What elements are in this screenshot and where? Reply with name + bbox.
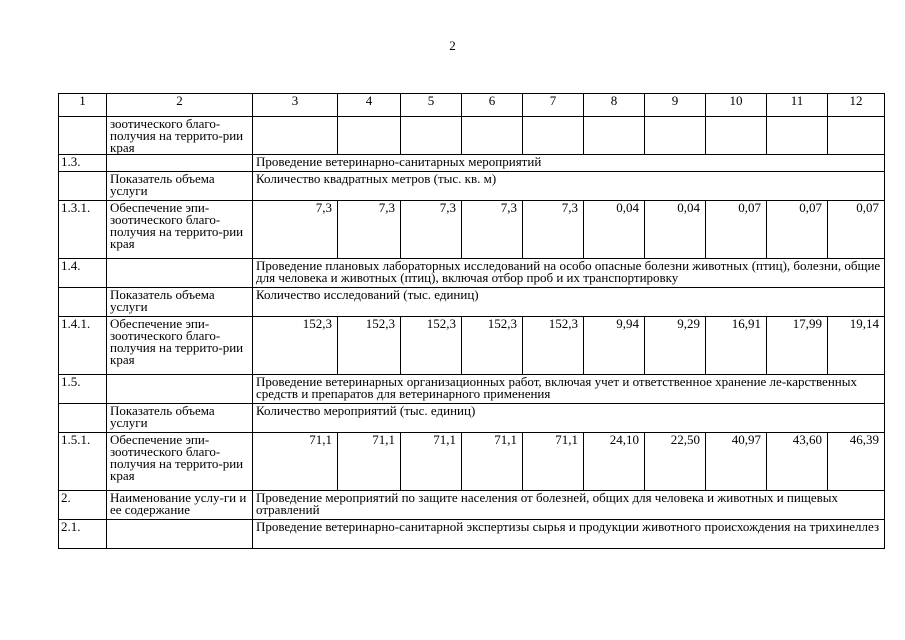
value-cell: 24,10 bbox=[584, 433, 645, 491]
value-cell: 0,07 bbox=[706, 201, 767, 259]
row-number: 1.5. bbox=[59, 375, 107, 404]
value-cell: 7,3 bbox=[462, 201, 523, 259]
row-description: Обеспечение эпи-зоотического благо-получия на террито-рии края bbox=[107, 317, 253, 375]
row-description: зоотического благо-получия на террито-рии края bbox=[107, 117, 253, 155]
value-cell: 7,3 bbox=[523, 201, 584, 259]
row-number: 1.4.1. bbox=[59, 317, 107, 375]
table-row bbox=[59, 155, 885, 172]
value-cell: 17,99 bbox=[767, 317, 828, 375]
column-header: 12 bbox=[828, 94, 885, 117]
row-number: 1.3.1. bbox=[59, 201, 107, 259]
table-row bbox=[59, 317, 885, 375]
row-text: Количество квадратных метров (тыс. кв. м) bbox=[253, 172, 885, 201]
value-cell: 22,50 bbox=[645, 433, 706, 491]
row-number: 2.1. bbox=[59, 520, 107, 549]
value-cell: 9,29 bbox=[645, 317, 706, 375]
value-cell: 71,1 bbox=[401, 433, 462, 491]
row-description: Показатель объема услуги bbox=[107, 172, 253, 201]
column-header: 3 bbox=[253, 94, 338, 117]
table-row bbox=[59, 404, 885, 433]
value-cell: 40,97 bbox=[706, 433, 767, 491]
row-number: 2. bbox=[59, 491, 107, 520]
value-cell: 152,3 bbox=[253, 317, 338, 375]
row-text: Проведение ветеринарных организационных работ, включая учет и ответственное хранение ле-карственных средств и препаратов для ветеринарного применения bbox=[253, 375, 885, 404]
value-cell: 16,91 bbox=[706, 317, 767, 375]
row-description: Показатель объема услуги bbox=[107, 288, 253, 317]
value-cell: 0,04 bbox=[645, 201, 706, 259]
table-row bbox=[59, 259, 885, 288]
value-cell: 0,04 bbox=[584, 201, 645, 259]
column-header: 1 bbox=[59, 94, 107, 117]
column-header: 2 bbox=[107, 94, 253, 117]
page-number: 2 bbox=[449, 38, 456, 53]
row-description: Обеспечение эпи-зоотического благо-получия на террито-рии края bbox=[107, 201, 253, 259]
row-text: Проведение мероприятий по защите населения от болезней, общих для человека и животных и пищевых отравлений bbox=[253, 491, 885, 520]
column-header: 9 bbox=[645, 94, 706, 117]
value-cell: 152,3 bbox=[523, 317, 584, 375]
table-header-row bbox=[59, 94, 885, 117]
row-text: Проведение ветеринарно-санитарных мероприятий bbox=[253, 155, 885, 172]
row-number bbox=[59, 117, 107, 155]
row-number: 1.5.1. bbox=[59, 433, 107, 491]
value-cell: 152,3 bbox=[462, 317, 523, 375]
value-cell: 9,94 bbox=[584, 317, 645, 375]
value-cell: 71,1 bbox=[338, 433, 401, 491]
column-header: 7 bbox=[523, 94, 584, 117]
row-description: Показатель объема услуги bbox=[107, 404, 253, 433]
table-row bbox=[59, 172, 885, 201]
table-row bbox=[59, 117, 885, 155]
column-header: 10 bbox=[706, 94, 767, 117]
table-row bbox=[59, 520, 885, 549]
value-cell: 7,3 bbox=[401, 201, 462, 259]
row-text: Количество исследований (тыс. единиц) bbox=[253, 288, 885, 317]
row-text: Количество мероприятий (тыс. единиц) bbox=[253, 404, 885, 433]
table-row bbox=[59, 433, 885, 491]
table-row bbox=[59, 288, 885, 317]
row-text: Проведение ветеринарно-санитарной экспертизы сырья и продукции животного происхождения на трихинеллез bbox=[253, 520, 885, 549]
column-header: 11 bbox=[767, 94, 828, 117]
value-cell: 7,3 bbox=[253, 201, 338, 259]
indicator-table bbox=[58, 93, 885, 549]
row-text: Проведение плановых лабораторных исследований на особо опасные болезни животных (птиц), болезни, общие для человека и животных (птиц), включая отбор проб и их транспортировку bbox=[253, 259, 885, 288]
value-cell: 71,1 bbox=[523, 433, 584, 491]
value-cell: 0,07 bbox=[767, 201, 828, 259]
row-description: Обеспечение эпи-зоотического благо-получия на террито-рии края bbox=[107, 433, 253, 491]
table-row bbox=[59, 201, 885, 259]
value-cell: 71,1 bbox=[462, 433, 523, 491]
value-cell: 152,3 bbox=[338, 317, 401, 375]
column-header: 4 bbox=[338, 94, 401, 117]
column-header: 8 bbox=[584, 94, 645, 117]
value-cell: 0,07 bbox=[828, 201, 885, 259]
column-header: 6 bbox=[462, 94, 523, 117]
row-number: 1.3. bbox=[59, 155, 107, 172]
column-header: 5 bbox=[401, 94, 462, 117]
value-cell: 7,3 bbox=[338, 201, 401, 259]
table-row bbox=[59, 375, 885, 404]
table-row bbox=[59, 491, 885, 520]
value-cell: 152,3 bbox=[401, 317, 462, 375]
row-description: Наименование услу-ги и ее содержание bbox=[107, 491, 253, 520]
value-cell: 71,1 bbox=[253, 433, 338, 491]
value-cell: 19,14 bbox=[828, 317, 885, 375]
value-cell: 46,39 bbox=[828, 433, 885, 491]
value-cell: 43,60 bbox=[767, 433, 828, 491]
row-number: 1.4. bbox=[59, 259, 107, 288]
